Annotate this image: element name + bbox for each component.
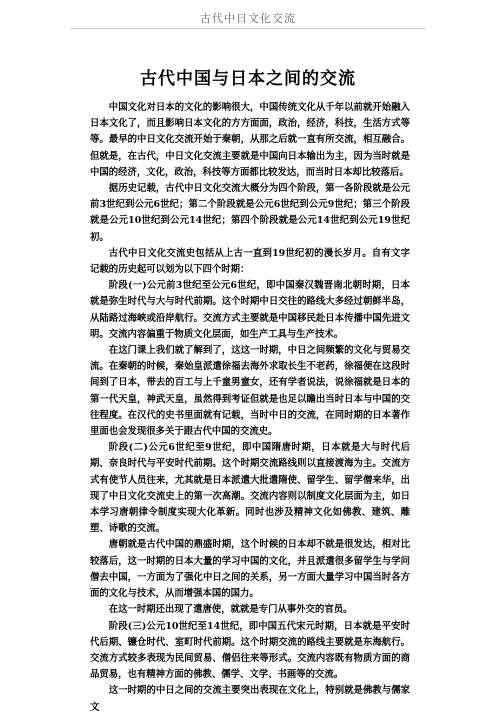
running-header: 古代中日文化交流 (200, 12, 296, 25)
paragraph-stage-one: 阶段(一)公元前3世纪至公元6世纪，即中国秦汉魏晋南北朝时期，日本就是弥生时代与大与时代前期。这个时期中日交往的路线大多经过朝鲜半岛，从陆路过海峡或沿岸航行。交流方式主要就是中国移民赴日本传播中国先进文明。交流内容偏重于物质文化层面，如生产工具与生产技术。 (90, 280, 410, 340)
paragraph-stages-overview: 据历史记载，古代中日文化交流大概分为四个阶段，第一各阶段就是公元前3世纪到公元6世纪；第二个阶段就是公元6世纪到公元9世纪；第三个阶段就是公元10世纪到公元14世纪；第四个阶段就是公元14世纪到公元19世纪初。 (90, 183, 410, 243)
paragraph-envoys: 在这一时期还出现了遣唐使，就就是专门从事外交的官员。 (108, 604, 353, 616)
article-body (90, 100, 410, 716)
article-title: 古代中国与日本之间的交流 (140, 69, 356, 89)
header-divider (70, 28, 426, 29)
paragraph-culture-exchange: 这一时期的中日之间的交流主要突出表现在文化上，特别就是佛教与儒家文 (90, 685, 410, 713)
paragraph-periods-intro: 古代中日文化交流史包括从上古一直到19世纪初的漫长岁月。自有文字记载的历史起可以划为以下四个时期： (90, 247, 410, 276)
paragraph-stage-two: 阶段(二)公元6世纪至9世纪，即中国隋唐时期，日本就是大与时代后期、奈良时代与平安时代前期。这个时期交流路线则以直接渡海为主。交流方式有使节人员往来，尤其就是日本派遣大批遣隋使、留学生、留学僧来华，出现了中日文化交流史上的第一次高潮。交流内容则以制度文化层面为主，如日本学习唐朝律令制度实现大化革新。同时也涉及精神文化如佛教、建筑、雕塑、诗歌的交流。 (90, 442, 410, 535)
paragraph-stage-three: 阶段(三)公元10世纪至14世纪，即中国五代宋元时期，日本就是平安时代后期、镰仓时代、室町时代前期。这个时期交流的路线主要就是东海航行。交流方式较多表现为民间贸易、僧侣往来等形式。交流内容既有物质方面的商品贸易，也有精神方面的佛教、儒学、文学、书画等的交流。 (90, 620, 410, 681)
paragraph-tang-dynasty: 唐朝就是古代中国的鼎盛时期，这个时候的日本却不就是很发达，相对比较落后，这一时期的日本大量的学习中国的文化，并且派遣很多留学生与学问僧去中国，一方面为了强化中日之间的关系，另一方面大量学习中国当时各方面的文化与技术，从而增强本国的国力。 (90, 539, 410, 600)
paragraph-stage-one-detail: 在这门课上我们就了解到了，这这一时期，中日之间频繁的文化与贸易交流。在秦朝的时候，秦始皇派遣徐福去海外求取长生不老药，徐福便在这段时间到了日本，带去的百工与上千童男童女，还有学者说法，说徐福就是日本的第一代天皇，神武天皇，虽然得到考证但就是也足以瞻出当时日本与中国的交往程度。在汉代的史书里面就有记载，当时中日的交流，在同时期的日本著作里面也会发现很多关于跟古代中国的交流史。 (90, 345, 410, 438)
paragraph-intro: 中国文化对日本的文化的影响很大，中国传统文化从千年以前就开始融入日本文化了，而且影响日本文化的方方面面，政治，经济，科技，生活方式等等。最早的中日文化交流开始于秦朝，从那之后就一直有所交流，相互融合。但就是，在古代，中日文化交流主要就是中国向日本输出为主，因为当时就是中国的经济，文化，政治，科技等方面都比较发达，而当时日本却比较落后。 (90, 102, 410, 178)
